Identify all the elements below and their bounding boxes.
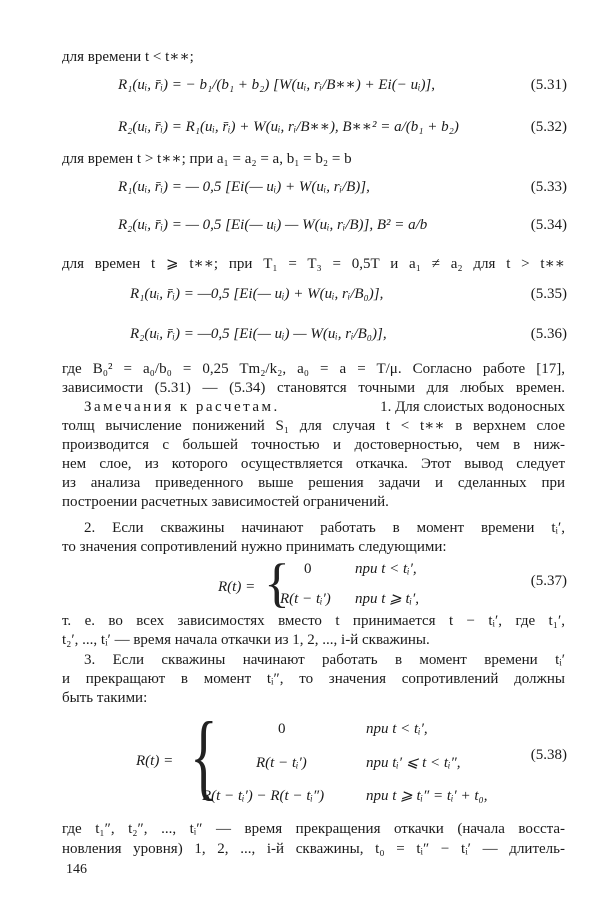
brace-icon: { <box>190 702 218 809</box>
equation-number: (5.38) <box>530 747 567 763</box>
text-line: то значения сопротивлений нужно принимать следующими: <box>62 539 447 555</box>
text-line: 3. Если скважины начинают работать в момент времени tᵢ′ <box>84 652 565 668</box>
text-line: где t₁″, t₂″, ..., tᵢ″ — время прекращения откачки (начала восста- <box>62 821 565 837</box>
text-line: новления уровня) 1, 2, ..., i-й скважины, t₀ = tᵢ″ − tᵢ′ — длитель- <box>62 841 565 857</box>
text-fragment: 1. Для слоистых водоносных <box>380 399 565 415</box>
case-condition: при t < tᵢ′, <box>366 721 428 737</box>
page-number: 146 <box>66 862 87 877</box>
equation-number: (5.36) <box>530 326 567 342</box>
equation-number: (5.35) <box>530 286 567 302</box>
text-line: из анализа приведенного выше решения задачи и сделанных при <box>62 475 565 491</box>
case-condition: при t ⩾ tᵢ′, <box>355 591 420 607</box>
text-line: для времен t > t∗∗; при a₁ = a₂ = a, b₁ = b₂ = b <box>62 151 352 167</box>
equation-5-37-lhs: R(t) = <box>218 579 256 595</box>
text-line: t₂′, ..., tᵢ′ — время начала откачки из 1, 2, ..., i-й скважины. <box>62 632 430 648</box>
case-value: R(t − tᵢ′) − R(t − tᵢ″) <box>202 788 325 804</box>
text-line: построении расчетных зависимостей ограничений. <box>62 494 389 510</box>
text-line: нем слое, из которого осуществляется откачка. Этот вывод следует <box>62 456 565 472</box>
equation-5-34: R₂(uᵢ, r̄ᵢ) = — 0,5 [Ei(— uᵢ) — W(uᵢ, rᵢ/B)], B² = a/b <box>118 217 428 233</box>
equation-5-33: R₁(uᵢ, r̄ᵢ) = — 0,5 [Ei(— uᵢ) + W(uᵢ, rᵢ/B)], <box>118 179 370 195</box>
remarks-heading: Замечания к расчетам. <box>84 399 280 415</box>
text-line: и прекращают в момент tᵢ″, то значения сопротивлений должны <box>62 671 565 687</box>
text-line: где B₀² = a₀/b₀ = 0,25 Tm₂/k₂, a₀ = a = T/μ. Согласно работе [17], <box>62 361 565 377</box>
equation-5-36: R₂(uᵢ, r̄ᵢ) = —0,5 [Ei(— uᵢ) — W(uᵢ, rᵢ/B₀)], <box>130 326 387 342</box>
text-line: для времени t < t∗∗; <box>62 49 194 65</box>
text-line: т. е. во всех зависимостях вместо t принимается t − tᵢ′, где t₁′, <box>62 613 565 629</box>
brace-icon: { <box>264 553 290 613</box>
text-line: зависимости (5.31) — (5.34) становятся точными для любых времен. <box>62 380 565 396</box>
case-value: R(t − tᵢ′) <box>280 591 331 607</box>
case-value: 0 <box>278 721 286 737</box>
text-line: для времен t ⩾ t∗∗; при T₁ = T₃ = 0,5T и a₁ ≠ a₂ для t > t∗∗ <box>62 256 565 272</box>
remarks-line <box>84 398 565 416</box>
text-line: быть такими: <box>62 690 148 706</box>
case-value: 0 <box>304 561 312 577</box>
case-value: R(t − tᵢ′) <box>256 755 307 771</box>
case-condition: при t ⩾ tᵢ″ = tᵢ′ + t₀, <box>366 788 488 804</box>
text-line: толщ вычисление понижений S₁ для случая t < t∗∗ в верхнем слое <box>62 418 565 434</box>
equation-number: (5.33) <box>530 179 567 195</box>
equation-5-32: R₂(uᵢ, r̄ᵢ) = R₁(uᵢ, r̄ᵢ) + W(uᵢ, rᵢ/B∗∗), B∗∗² = a/(b₁ + b₂) <box>118 119 459 135</box>
equation-number: (5.37) <box>530 573 567 589</box>
case-condition: при t < tᵢ′, <box>355 561 417 577</box>
equation-number: (5.32) <box>530 119 567 135</box>
equation-number: (5.31) <box>530 77 567 93</box>
equation-5-31: R₁(uᵢ, r̄ᵢ) = − b₁/(b₁ + b₂) [W(uᵢ, rᵢ/B∗∗) + Ei(− uᵢ)], <box>118 77 436 93</box>
text-line: 2. Если скважины начинают работать в момент времени tᵢ′, <box>84 520 565 536</box>
case-condition: при tᵢ′ ⩽ t < tᵢ″, <box>366 755 461 771</box>
equation-number: (5.34) <box>530 217 567 233</box>
equation-5-38-lhs: R(t) = <box>136 753 174 769</box>
equation-5-35: R₁(uᵢ, r̄ᵢ) = —0,5 [Ei(— uᵢ) + W(uᵢ, rᵢ/B₀)], <box>130 286 384 302</box>
text-line: производится с большей точностью и достоверностью, чем в ниж- <box>62 437 565 453</box>
